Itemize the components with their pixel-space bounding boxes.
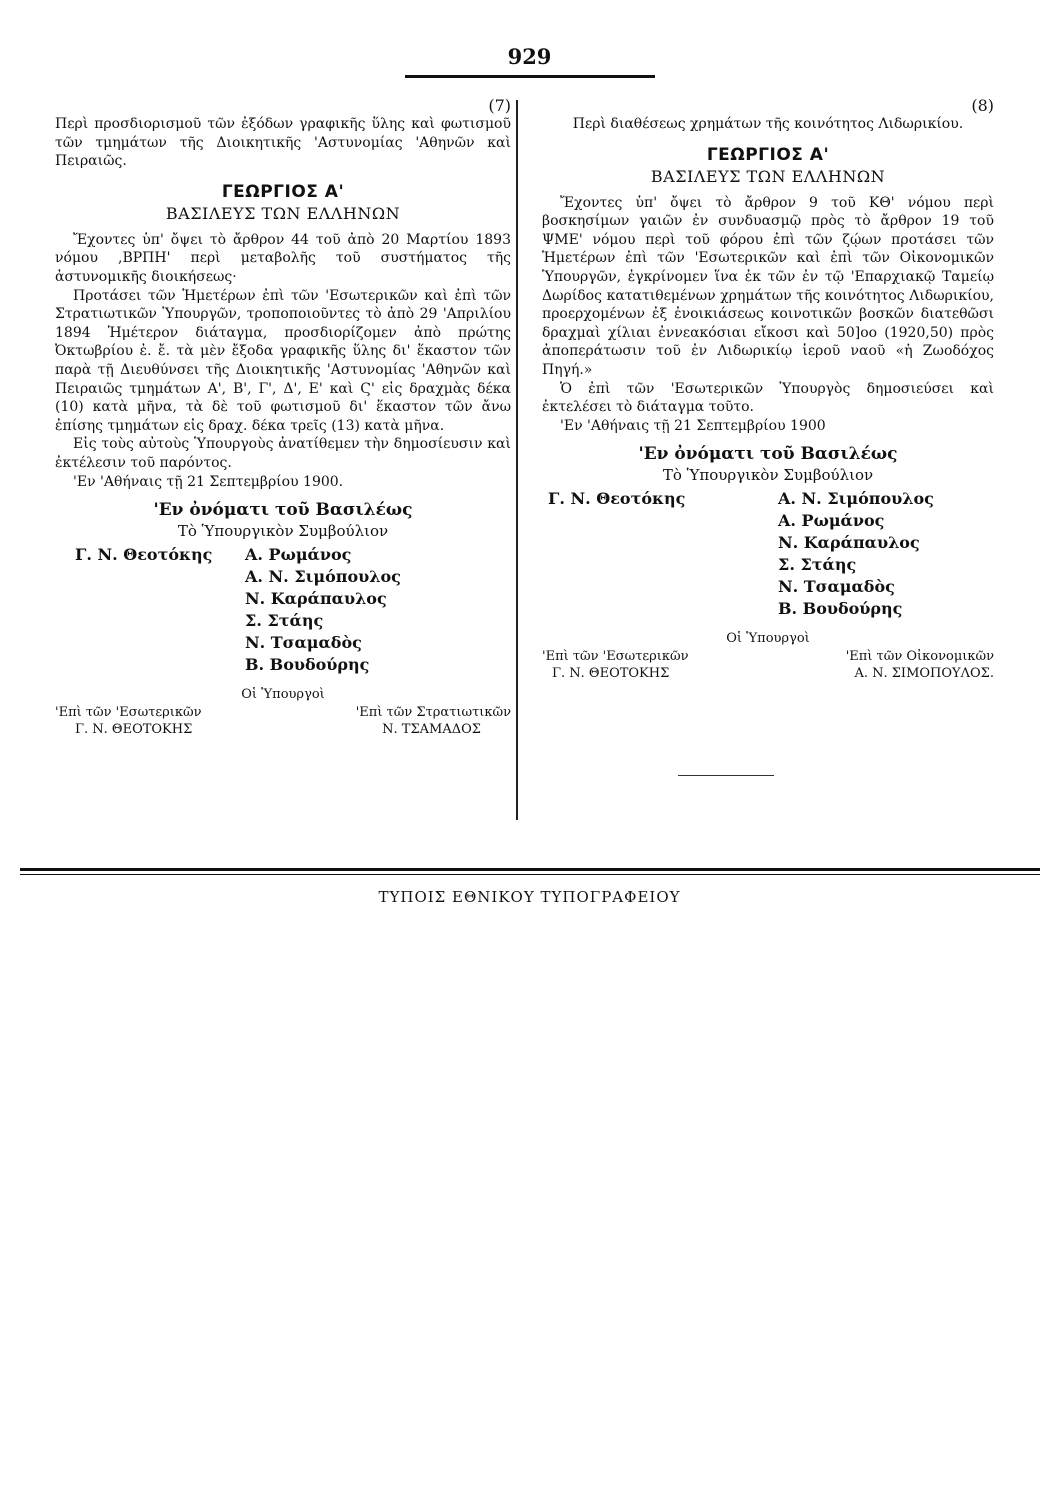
king-subtitle: ΒΑΣΙΛΕΥΣ ΤΩΝ ΕΛΛΗΝΩΝ xyxy=(650,166,886,186)
ministers-roles xyxy=(542,648,994,665)
signature-list xyxy=(778,488,934,620)
cabinet-council: Τὸ Ὑπουργικὸν Συμβούλιον xyxy=(177,522,389,541)
decree-date: 'Εν 'Αθήναις τῇ 21 Σεπτεμβρίου 1900 xyxy=(560,417,826,434)
in-name-of-king: 'Εν ὀνόματι τοῦ Βασιλέως xyxy=(638,444,898,465)
decree-paragraph: Ὁ ἐπὶ τῶν 'Εσωτερικῶν Ὑπουργὸς δημοσιεύσει καὶ ἐκτελέσει τὸ διάταγμα τοῦτο. xyxy=(542,380,994,416)
signature: Ν. Καράπαυλος xyxy=(778,533,920,553)
signature: Ν. Τσαμαδὸς xyxy=(245,633,362,653)
decree-subject: Περὶ διαθέσεως χρημάτων τῆς κοινότητος Λιδωρικίου. xyxy=(572,116,964,132)
minister-name: Ν. ΤΣΑΜΑΔΟΣ xyxy=(382,722,481,738)
signature: Α. Ν. Σιμόπουλος xyxy=(778,489,934,509)
page-number-rule xyxy=(405,75,655,78)
minister-role: 'Επὶ τῶν 'Εσωτερικῶν xyxy=(542,649,689,665)
minister-role: 'Επὶ τῶν Στρατιωτικῶν xyxy=(355,705,511,721)
signature: Ν. Καράπαυλος xyxy=(245,589,387,609)
king-title: ΓΕΩΡΓΙΟΣ Α' xyxy=(221,181,345,202)
signature: Σ. Στάης xyxy=(245,611,324,631)
signatures-block xyxy=(542,488,994,620)
decree-number: (7) xyxy=(488,96,511,115)
signature-first: Γ. Ν. Θεοτόκης xyxy=(548,489,686,509)
footer-rule-thin xyxy=(20,874,1040,875)
cabinet-council: Τὸ Ὑπουργικὸν Συμβούλιον xyxy=(662,466,874,485)
ministers-names xyxy=(542,665,994,682)
signature: Α. Ρωμάνος xyxy=(245,545,352,565)
decree-8 xyxy=(542,97,994,682)
signature: Σ. Στάης xyxy=(778,555,857,575)
ministers-label: Οἱ Ὑπουργοὶ xyxy=(726,631,810,647)
signatures-block xyxy=(55,544,511,676)
signature: Α. Ν. Σιμόπουλος xyxy=(245,567,401,587)
decree-subject: Περὶ προσδιορισμοῦ τῶν ἐξόδων γραφικῆς ὕλης καὶ φωτισμοῦ τῶν τμημάτων τῆς Διοικητικῆς 'Αστυνομίας 'Αθηνῶν καὶ Πειραιῶς. xyxy=(55,116,511,170)
signature: Ν. Τσαμαδὸς xyxy=(778,577,895,597)
ministers-names xyxy=(55,721,511,738)
in-name-of-king: 'Εν ὀνόματι τοῦ Βασιλέως xyxy=(153,500,413,521)
signature: Α. Ρωμάνος xyxy=(778,511,885,531)
minister-name: Γ. Ν. ΘΕΟΤΟΚΗΣ xyxy=(552,666,670,682)
king-subtitle: ΒΑΣΙΛΕΥΣ ΤΩΝ ΕΛΛΗΝΩΝ xyxy=(165,203,401,223)
decree-paragraph: Ἔχοντες ὑπ' ὄψει τὸ ἄρθρον 44 τοῦ ἀπὸ 20 Μαρτίου 1893 νόμου ,ΒΡΠΗ' περὶ μεταβολῆς τοῦ συστήματος τῆς ἀστυνομικῆς διοικήσεως· xyxy=(55,231,511,285)
minister-name: Α. Ν. ΣΙΜΟΠΟΥΛΟΣ. xyxy=(854,666,994,682)
signature: Β. Βουδούρης xyxy=(778,599,903,619)
column-divider xyxy=(516,100,518,820)
decree-date: 'Εν 'Αθήναις τῇ 21 Σεπτεμβρίου 1900. xyxy=(73,473,344,490)
footer-rule xyxy=(20,868,1040,871)
decree-paragraph: Ἔχοντες ὑπ' ὄψει τὸ ἄρθρον 9 τοῦ ΚΘ' νόμου περὶ βοσκησίμων γαιῶν ἐν συνδυασμῷ πρὸς τὸ ἄρθρον 19 τοῦ ΨΜΕ' νόμου περὶ τοῦ φόρου ἐπὶ τῶν ζῴων προτάσει τῶν Ἡμετέρων ἐπὶ τῶν 'Εσωτερικῶν καὶ ἐπὶ τῶν Οἰκονομικῶν Ὑπουργῶν, ἐγκρίνομεν ἵνα ἐκ τῶν ἐν τῷ 'Επαρχιακῷ Ταμείῳ Δωρίδος κατατιθεμένων χρημάτων τῆς κοινότητος Λιδωρικίου, προερχομένων ἐξ ἐνοικιάσεως κοινοτικῶν βοσκῶν διατεθῶσι δραχμαὶ χίλιαι ἐννεακόσιαι εἴκοσι καὶ 50]οο (1920,50) πρὸς ἀποπεράτωσιν τοῦ ἐν Λιδωρικίῳ ἱεροῦ ναοῦ «ἡ Ζωοδόχος Πηγή.» xyxy=(542,194,994,378)
signature-first: Γ. Ν. Θεοτόκης xyxy=(75,545,213,565)
decree-paragraph: Εἰς τοὺς αὐτοὺς Ὑπουργοὺς ἀνατίθεμεν τὴν δημοσίευσιν καὶ ἐκτέλεσιν τοῦ παρόντος. xyxy=(55,436,511,471)
end-rule xyxy=(678,775,774,776)
minister-name: Γ. Ν. ΘΕΟΤΟΚΗΣ xyxy=(75,722,193,738)
signature: Β. Βουδούρης xyxy=(245,655,370,675)
minister-role: 'Επὶ τῶν 'Εσωτερικῶν xyxy=(55,705,202,721)
king-title: ΓΕΩΡΓΙΟΣ Α' xyxy=(706,144,830,165)
decree-paragraph: Προτάσει τῶν Ἡμετέρων ἐπὶ τῶν 'Εσωτερικῶν καὶ ἐπὶ τῶν Στρατιωτικῶν Ὑπουργῶν, τροποποιοῦντες τὸ ἀπὸ 29 'Απριλίου 1894 Ἡμέτερον διάταγμα, προσδιορίζομεν ἀπὸ πρώτης Ὀκτωβρίου ἐ. ἔ. τὰ μὲν ἔξοδα γραφικῆς ὕλης δι' ἕκαστον τῶν παρὰ τῇ Διευθύνσει τῆς Διοικητικῆς 'Αστυνομίας 'Αθηνῶν καὶ Πειραιῶς τμημάτων Α', Β', Γ', Δ', Ε' καὶ Ϛ' εἰς δραχμὰς δέκα (10) κατὰ μῆνα, τὰ δὲ τοῦ φωτισμοῦ δι' ἕκαστον τῶν ἄνω ἐπίσης τμημάτων εἰς δραχ. δέκα τρεῖς (13) κατὰ μῆνα. xyxy=(55,287,511,434)
printer-imprint: ΤΥΠΟΙΣ ΕΘΝΙΚΟΥ ΤΥΠΟΓΡΑΦΕΙΟΥ xyxy=(378,888,681,906)
minister-role: 'Επὶ τῶν Οἰκονομικῶν xyxy=(845,649,994,665)
ministers-roles xyxy=(55,704,511,721)
decree-number: (8) xyxy=(971,96,994,115)
decree-7 xyxy=(55,97,511,738)
signature-list xyxy=(245,544,401,676)
ministers-label: Οἱ Ὑπουργοὶ xyxy=(241,687,325,703)
page-number: 929 xyxy=(507,44,552,69)
